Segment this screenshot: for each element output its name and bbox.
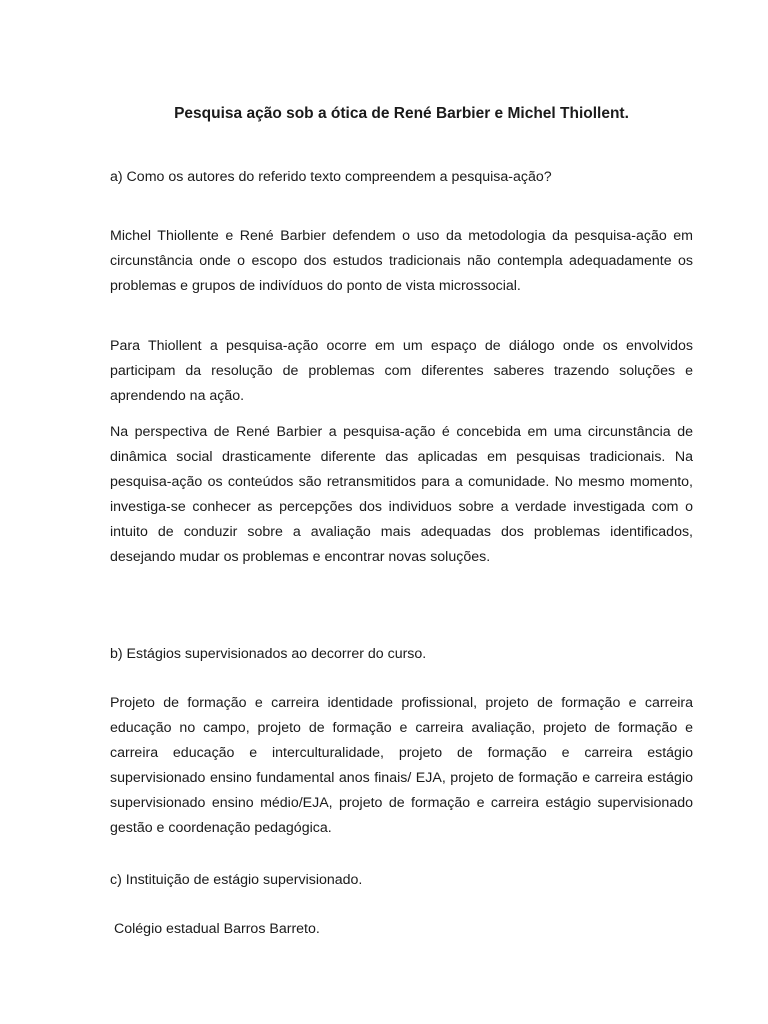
question-c: c) Instituição de estágio supervisionado.: [110, 872, 363, 888]
question-b: b) Estágios supervisionados ao decorrer do curso.: [110, 646, 427, 662]
answer-c: Colégio estadual Barros Barreto.: [114, 921, 320, 937]
question-a: a) Como os autores do referido texto compreendem a pesquisa-ação?: [110, 169, 552, 185]
answer-b-paragraph: Projeto de formação e carreira identidade profissional, projeto de formação e carreira educação no campo, projeto de formação e carreira avaliação, projeto de formação e carreira educação e interculturalidade, projeto de formação e carreira estágio supervisionado ensino fundamental anos finais/ EJA, projeto de formação e carreira estágio supervisionado ensino médio/EJA, projeto de formação e carreira estágio supervisionado gestão e coordenação pedagógica.: [110, 695, 693, 836]
answer-a-paragraph-3: Na perspectiva de René Barbier a pesquisa-ação é concebida em uma circunstância de dinâmica social drasticamente diferente das aplicadas em pesquisas tradicionais. Na pesquisa-ação os conteúdos são retransmitidos para a comunidade. No mesmo momento, investiga-se conhecer as percepções dos individuos sobre a verdade investigada com o intuito de conduzir sobre a avaliação mais adequadas dos problemas identificados, desejando mudar os problemas e encontrar novas soluções.: [110, 424, 693, 565]
answer-a-paragraph-2: Para Thiollent a pesquisa-ação ocorre em um espaço de diálogo onde os envolvidos participam da resolução de problemas com diferentes saberes trazendo soluções e aprendendo na ação.: [110, 338, 693, 404]
document-title: Pesquisa ação sob a ótica de René Barbier e Michel Thiollent.: [174, 105, 629, 122]
answer-a-paragraph-1: Michel Thiollente e René Barbier defendem o uso da metodologia da pesquisa-ação em circunstância onde o escopo dos estudos tradicionais não contempla adequadamente os problemas e grupos de indivíduos do ponto de vista microssocial.: [110, 228, 693, 294]
